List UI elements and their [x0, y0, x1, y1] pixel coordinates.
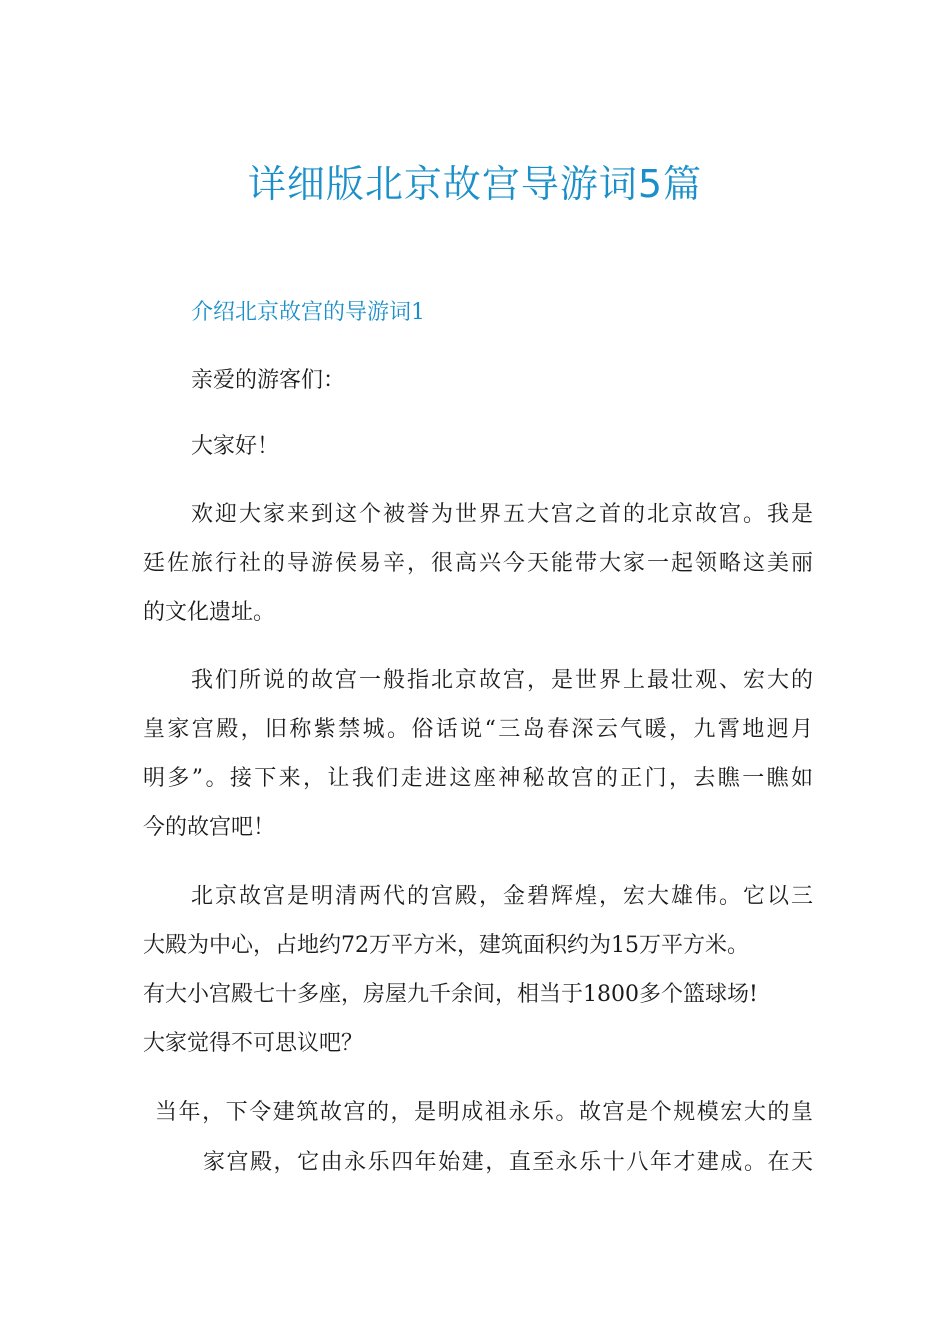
paragraph-line: 明多”。接下来，让我们走进这座神秘故宫的正门，去瞧一瞧如 [143, 766, 813, 791]
paragraph-line: 当年，下令建筑故宫的，是明成祖永乐。故宫是个规模宏大的皇 [155, 1100, 813, 1125]
paragraph-line: 欢迎大家来到这个被誉为世界五大宫之首的北京故宫。我是 [191, 502, 813, 527]
section-heading: 介绍北京故宫的导游词1 [191, 300, 425, 325]
paragraph-line: 廷佐旅行社的导游侯易辛，很高兴今天能带大家一起领略这美丽 [143, 551, 813, 576]
paragraph-line: 大家觉得不可思议吧？ [143, 1031, 364, 1056]
paragraph-line: 有大小宫殿七十多座，房屋九千余间，相当于1800多个篮球场! [143, 982, 758, 1007]
greeting: 大家好！ [191, 434, 280, 459]
paragraph-line: 北京故宫是明清两代的宫殿，金碧辉煌，宏大雄伟。它以三 [191, 884, 813, 909]
paragraph-line: 大殿为中心，占地约72万平方米，建筑面积约为15万平方米。 [143, 933, 749, 958]
paragraph-line: 皇家宫殿，旧称紫禁城。俗话说“三岛春深云气暖，九霄地迥月 [143, 717, 813, 742]
document-title: 详细版北京故宫导游词5篇 [247, 162, 703, 206]
paragraph-line: 的文化遗址。 [143, 600, 276, 625]
paragraph-line: 家宫殿，它由永乐四年始建，直至永乐十八年才建成。在天 [203, 1150, 813, 1175]
paragraph-line: 我们所说的故宫一般指北京故宫，是世界上最壮观、宏大的 [191, 668, 813, 693]
salutation: 亲爱的游客们： [191, 368, 346, 393]
paragraph-line: 今的故宫吧！ [143, 815, 276, 840]
